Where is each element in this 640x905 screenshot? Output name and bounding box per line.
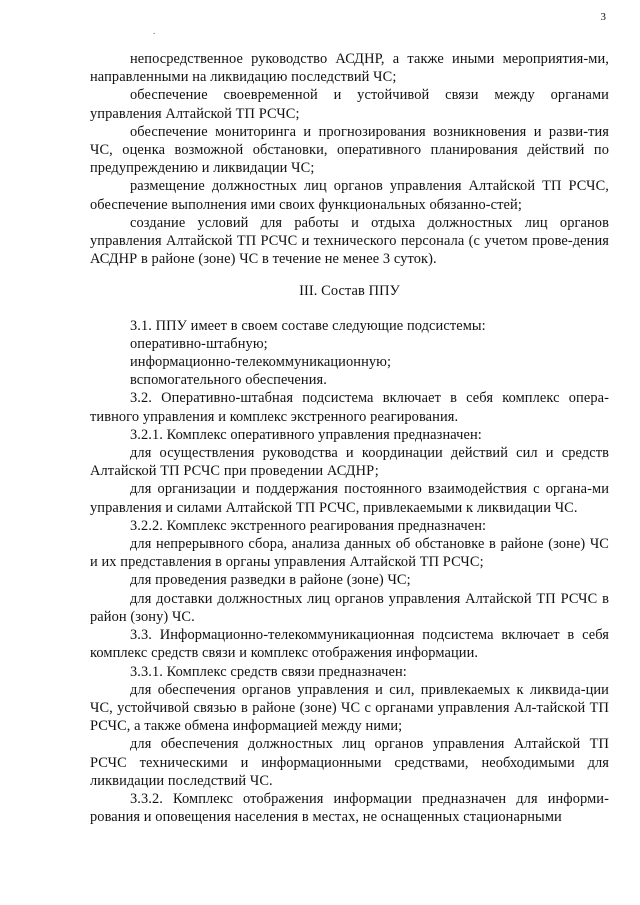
paragraph: создание условий для работы и отдыха должностных лиц органов управления Алтайской ТП РСЧС и технического персонала (с учетом прове-дения АСДНР в районе (зоне) ЧС в течение не менее 3 суток). xyxy=(90,214,609,268)
paragraph: оперативно-штабную; xyxy=(130,335,268,352)
paragraph: вспомогательного обеспечения. xyxy=(130,372,327,389)
paragraph: 3.2. Оперативно-штабная подсистема включает в себя комплекс опера-тивного управления и комплекс экстренного реагирования. xyxy=(90,390,609,425)
paragraph: для организации и поддержания постоянного взаимодействия с органа-ми управления и силами Алтайской ТП РСЧС, привлекаемыми к ликвидации ЧС. xyxy=(90,481,609,516)
paragraph: 3.1. ППУ имеет в своем составе следующие подсистемы: xyxy=(130,317,486,334)
paragraph: обеспечение своевременной и устойчивой связи между органами управления Алтайской ТП РСЧС; xyxy=(90,87,609,122)
section-heading: III. Состав ППУ xyxy=(299,283,400,300)
paragraph: для доставки должностных лиц органов управления Алтайской ТП РСЧС в район (зону) ЧС. xyxy=(90,590,609,625)
paragraph: для проведения разведки в районе (зоне) ЧС; xyxy=(130,572,411,589)
paragraph: 3.2.1. Комплекс оперативного управления предназначен: xyxy=(130,426,482,443)
paragraph: размещение должностных лиц органов управления Алтайской ТП РСЧС, обеспечение выполнения ими своих функциональных обязанно-стей; xyxy=(90,178,609,213)
paragraph: непосредственное руководство АСДНР, а также иными мероприятия-ми, направленными на ликвидацию последствий ЧС; xyxy=(90,51,609,86)
paragraph: обеспечение мониторинга и прогнозирования возникновения и разви-тия ЧС, оценка возможной обстановки, оперативного планирования действий по предупреждению и ликвидации ЧС; xyxy=(90,123,609,177)
corner-mark: . xyxy=(153,26,156,36)
paragraph: для осуществления руководства и координации действий сил и средств Алтайской ТП РСЧС при проведении АСДНР; xyxy=(90,445,609,480)
paragraph: для обеспечения должностных лиц органов управления Алтайской ТП РСЧС техническими и информационными средствами, необходимыми для ликвидации последствий ЧС. xyxy=(90,736,609,789)
paragraph: информационно-телекоммуникационную; xyxy=(130,354,392,371)
paragraph: 3.3. Информационно-телекоммуникационная подсистема включает в себя комплекс средств связи и комплекс отображения информации. xyxy=(90,627,609,662)
paragraph: 3.3.1. Комплекс средств связи предназначен: xyxy=(130,663,407,680)
paragraph: для обеспечения органов управления и сил, привлекаемых к ликвида-ции ЧС, устойчивой связью в районе (зоне) ЧС с органами управления Ал-тайской ТП РСЧС, а также обмена информацией между ними; xyxy=(90,681,609,735)
paragraph: 3.2.2. Комплекс экстренного реагирования предназначен: xyxy=(130,517,487,534)
page-number: 3 xyxy=(600,11,606,23)
paragraph: для непрерывного сбора, анализа данных об обстановке в районе (зоне) ЧС и их представления в органы управления Алтайской ТП РСЧС; xyxy=(90,536,609,571)
paragraph: 3.3.2. Комплекс отображения информации предназначен для информи-рования и оповещения населения в местах, не оснащенных стационарными xyxy=(90,790,609,826)
document-body xyxy=(90,50,609,826)
